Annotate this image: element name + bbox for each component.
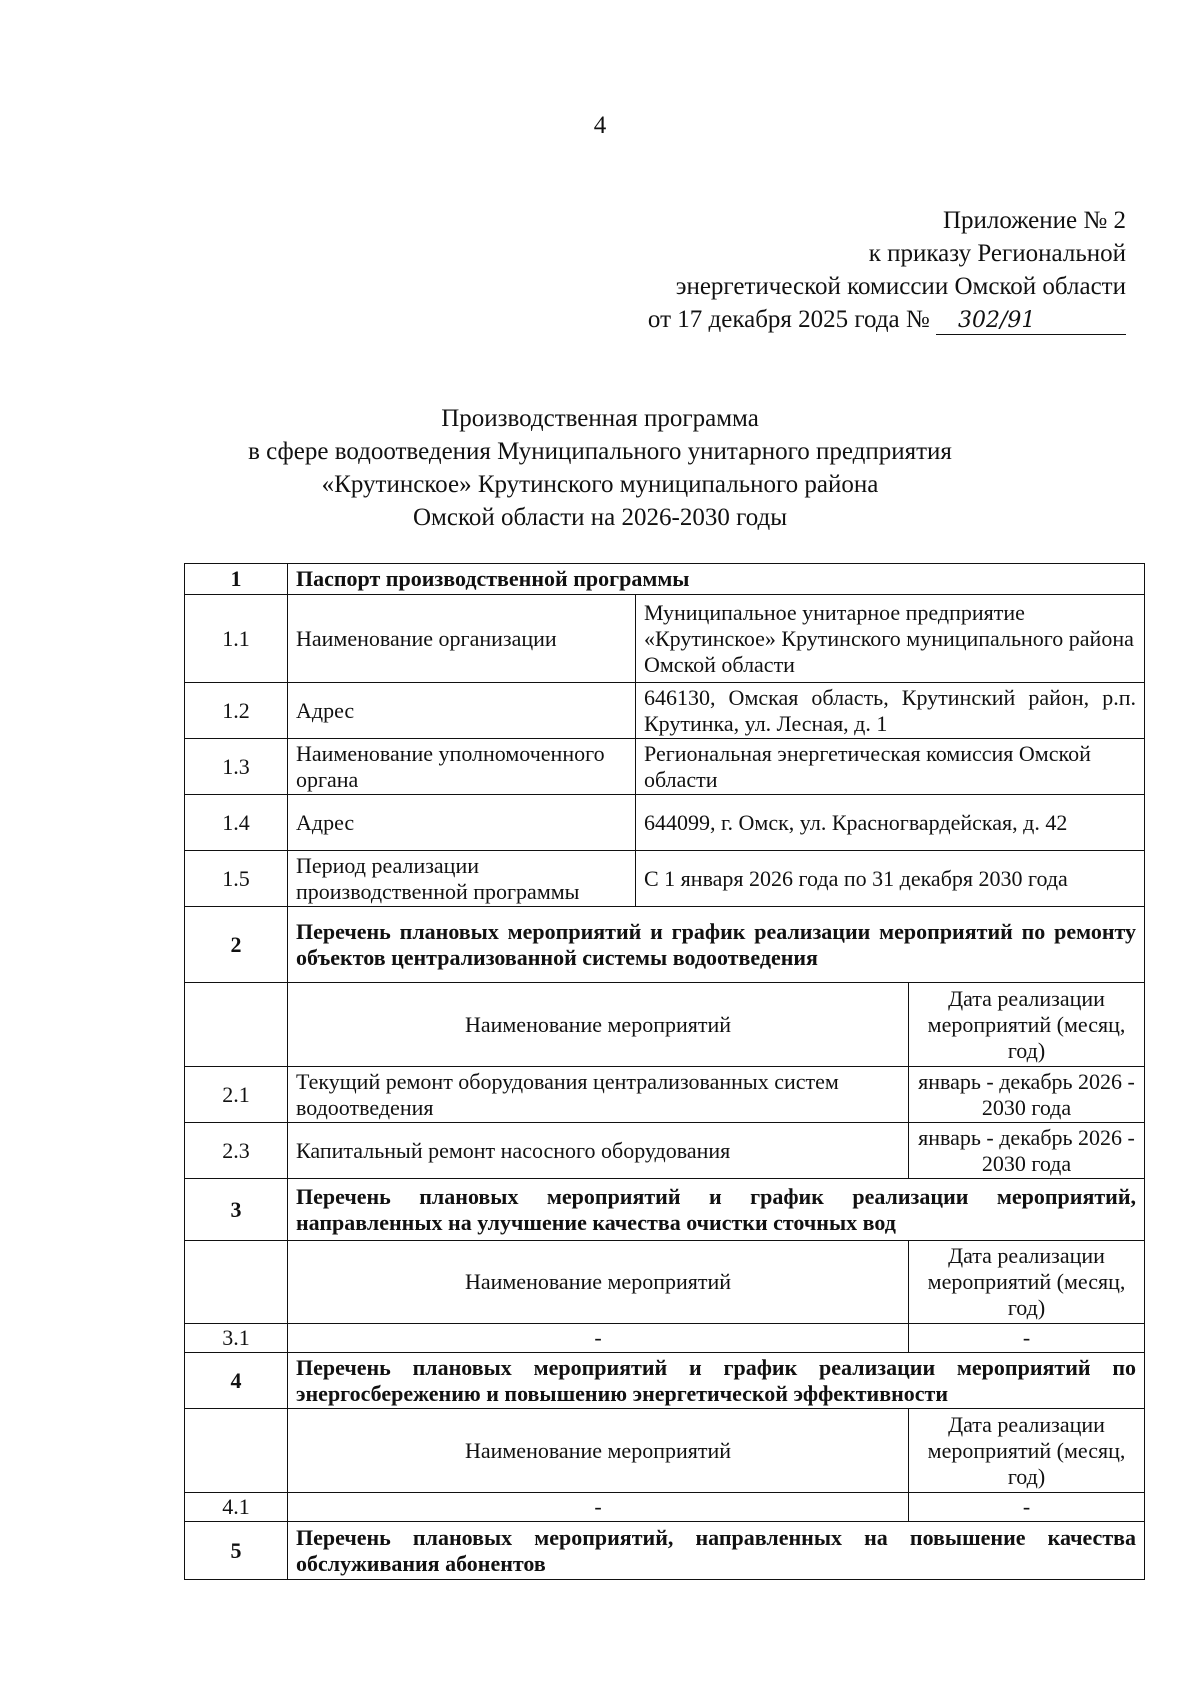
table-row-1-5 (185, 851, 1145, 907)
section-title: Перечень плановых мероприятий и график реализации мероприятий, направленных на улучшение качества очистки сточных вод (288, 1179, 1145, 1241)
table-row-2-1 (185, 1067, 1145, 1123)
empty-cell (185, 983, 288, 1067)
row-value: 644099, г. Омск, ул. Красногвардейская, д. 42 (636, 795, 1145, 851)
row-value: Региональная энергетическая комиссия Омской области (636, 739, 1145, 795)
row-date: январь - декабрь 2026 - 2030 года (909, 1123, 1145, 1179)
row-number: 1.5 (185, 851, 288, 907)
title-line-4: Омской области на 2026-2030 годы (412, 504, 788, 531)
section-row-4 (185, 1353, 1145, 1409)
appendix-line-3: энергетической комиссии Омской области (675, 273, 1126, 300)
title-line-2: в сфере водоотведения Муниципального унитарного предприятия (248, 438, 952, 465)
row-value: 646130, Омская область, Крутинский район, р.п. Крутинка, ул. Лесная, д. 1 (636, 683, 1145, 739)
row-label: Период реализации производственной программы (288, 851, 636, 907)
row-number: 2.1 (185, 1067, 288, 1123)
table-row-4-1 (185, 1493, 1145, 1522)
row-value: Муниципальное унитарное предприятие «Крутинское» Крутинского муниципального района Омской области (636, 595, 1145, 683)
section-title: Перечень плановых мероприятий и график реализации мероприятий по ремонту объектов централизованной системы водоотведения (288, 907, 1145, 983)
table-row-1-1 (185, 595, 1145, 683)
appendix-block (648, 204, 1126, 336)
section-row-3 (185, 1179, 1145, 1241)
row-date: январь - декабрь 2026 - 2030 года (909, 1067, 1145, 1123)
table-row-2-3 (185, 1123, 1145, 1179)
column-header-name: Наименование мероприятий (288, 1409, 909, 1493)
title-line-3: «Крутинское» Крутинского муниципального района (321, 471, 879, 498)
document-title (0, 402, 1200, 534)
section-row-5 (185, 1522, 1145, 1580)
column-header-date: Дата реализации мероприятий (месяц, год) (909, 1241, 1145, 1324)
section-row-1 (185, 564, 1145, 595)
program-table (184, 563, 1145, 1580)
row-number: 1.2 (185, 683, 288, 739)
table-row-3-1 (185, 1324, 1145, 1353)
section-number: 5 (185, 1522, 288, 1580)
section-title: Перечень плановых мероприятий и график реализации мероприятий по энергосбережению и повышению энергетической эффективности (288, 1353, 1145, 1409)
row-number: 2.3 (185, 1123, 288, 1179)
column-header-name: Наименование мероприятий (288, 983, 909, 1067)
appendix-line-4 (648, 303, 1126, 336)
row-label: Наименование организации (288, 595, 636, 683)
column-header-date: Дата реализации мероприятий (месяц, год) (909, 1409, 1145, 1493)
row-number: 1.3 (185, 739, 288, 795)
column-header-row-3 (185, 1241, 1145, 1324)
empty-cell (185, 1409, 288, 1493)
section-row-2 (185, 907, 1145, 983)
section-number: 2 (185, 907, 288, 983)
column-header-date: Дата реализации мероприятий (месяц, год) (909, 983, 1145, 1067)
empty-cell (185, 1241, 288, 1324)
row-number: 4.1 (185, 1493, 288, 1522)
section-number: 3 (185, 1179, 288, 1241)
appendix-line-2: к приказу Региональной (868, 240, 1126, 267)
page-number: 4 (593, 112, 607, 139)
row-date: - (909, 1324, 1145, 1353)
table-row-1-4 (185, 795, 1145, 851)
column-header-name: Наименование мероприятий (288, 1241, 909, 1324)
appendix-line-1: Приложение № 2 (942, 207, 1126, 234)
row-number: 3.1 (185, 1324, 288, 1353)
column-header-row-4 (185, 1409, 1145, 1493)
table-row-1-2 (185, 683, 1145, 739)
row-label: Адрес (288, 683, 636, 739)
appendix-date-prefix: от 17 декабря 2025 года № (647, 306, 930, 333)
row-label: Наименование уполномоченного органа (288, 739, 636, 795)
row-date: - (909, 1493, 1145, 1522)
row-name: - (288, 1324, 909, 1353)
row-number: 1.4 (185, 795, 288, 851)
row-label: Адрес (288, 795, 636, 851)
section-number: 1 (185, 564, 288, 595)
table-row-1-3 (185, 739, 1145, 795)
row-number: 1.1 (185, 595, 288, 683)
row-name: - (288, 1493, 909, 1522)
row-name: Текущий ремонт оборудования централизованных систем водоотведения (288, 1067, 909, 1123)
section-title: Перечень плановых мероприятий, направленных на повышение качества обслуживания абонентов (288, 1522, 1145, 1580)
row-value: С 1 января 2026 года по 31 декабря 2030 года (636, 851, 1145, 907)
section-number: 4 (185, 1353, 288, 1409)
row-name: Капитальный ремонт насосного оборудования (288, 1123, 909, 1179)
column-header-row-2 (185, 983, 1145, 1067)
title-line-1: Производственная программа (441, 405, 759, 432)
section-title: Паспорт производственной программы (288, 564, 1145, 595)
order-number-handwritten: 302/91 (936, 308, 1126, 335)
